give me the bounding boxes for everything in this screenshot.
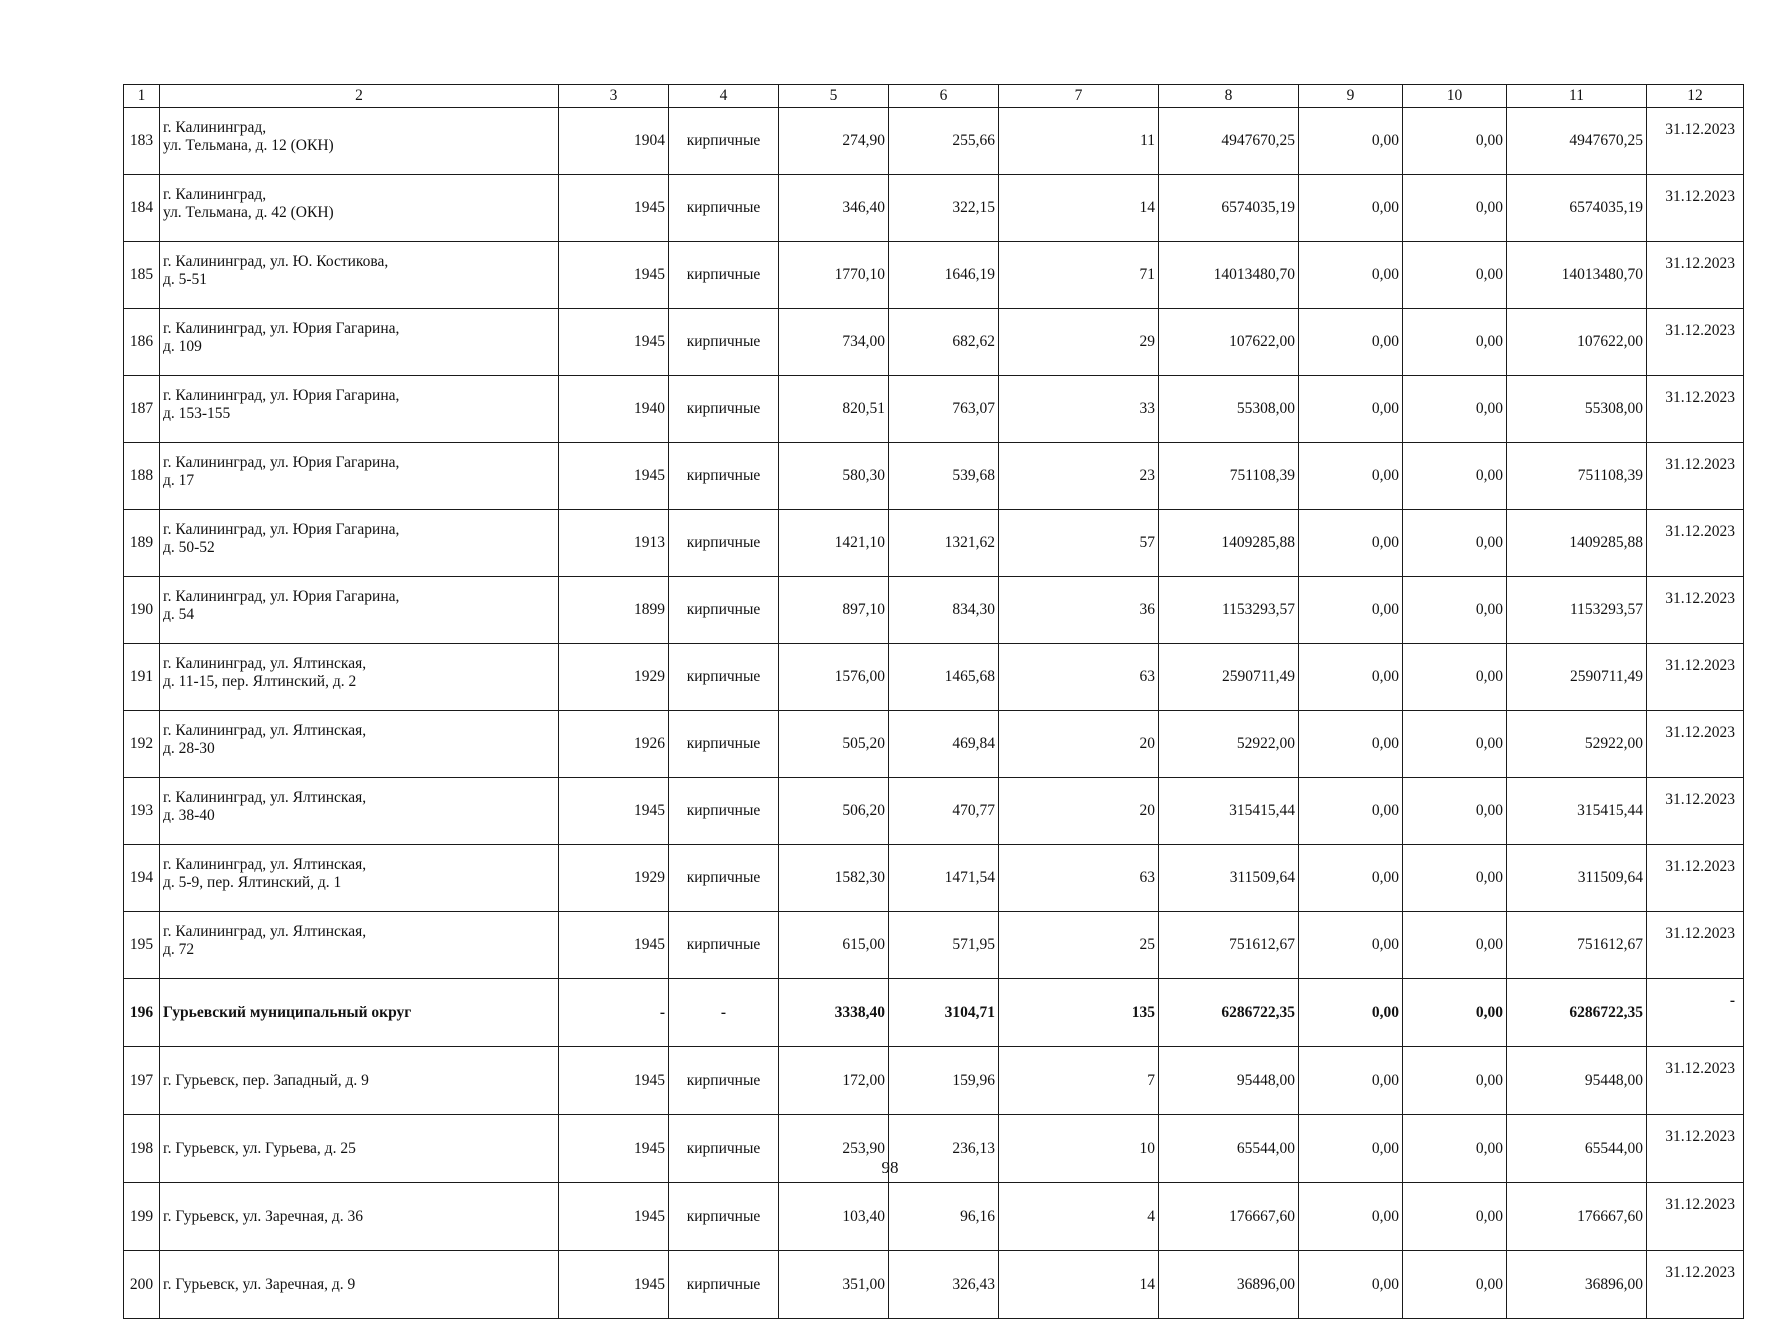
other-cost-cell: 6286722,35 — [1507, 979, 1647, 1047]
total-area-cell: 3338,40 — [779, 979, 889, 1047]
budget-cost-cell: 0,00 — [1403, 510, 1507, 577]
fund-cost-cell: 0,00 — [1299, 711, 1403, 778]
budget-cost-cell: 0,00 — [1403, 443, 1507, 510]
year-built-cell: 1945 — [559, 175, 669, 242]
year-built-cell: 1945 — [559, 309, 669, 376]
address-line-1: г. Калининград, ул. Ялтинская, — [163, 722, 367, 739]
row-number: 199 — [124, 1183, 160, 1251]
year-built-cell: 1904 — [559, 108, 669, 175]
year-built-cell: 1945 — [559, 912, 669, 979]
address-line-1: г. Калининград, ул. Юрия Гагарина, — [163, 387, 400, 404]
other-cost-cell: 176667,60 — [1507, 1183, 1647, 1251]
total-area-cell: 1576,00 — [779, 644, 889, 711]
address-line-2: д. 109 — [163, 338, 202, 355]
total-cost-cell: 6574035,19 — [1159, 175, 1299, 242]
fund-cost-cell: 0,00 — [1299, 510, 1403, 577]
address-line-2: д. 38-40 — [163, 807, 215, 824]
fund-cost-cell: 0,00 — [1299, 778, 1403, 845]
budget-cost-cell: 0,00 — [1403, 577, 1507, 644]
total-cost-cell: 4947670,25 — [1159, 108, 1299, 175]
total-area-cell: 346,40 — [779, 175, 889, 242]
fund-cost-cell: 0,00 — [1299, 108, 1403, 175]
column-header: 11 — [1507, 85, 1647, 108]
address-line-2: д. 153-155 — [163, 405, 231, 422]
residents-count-cell: 135 — [999, 979, 1159, 1047]
address-cell — [160, 1251, 559, 1319]
fund-cost-cell: 0,00 — [1299, 644, 1403, 711]
address-line-2: д. 17 — [163, 472, 195, 489]
other-cost-cell: 14013480,70 — [1507, 242, 1647, 309]
budget-cost-cell: 0,00 — [1403, 711, 1507, 778]
residents-count-cell: 25 — [999, 912, 1159, 979]
completion-date-cell: 31.12.2023 — [1647, 711, 1744, 778]
completion-date-cell: 31.12.2023 — [1647, 510, 1744, 577]
address-line-1: Гурьевский муниципальный округ — [163, 1003, 412, 1021]
wall-material-cell: кирпичные — [669, 443, 779, 510]
living-area-cell: 763,07 — [889, 376, 999, 443]
address-line-1: г. Калининград, ул. Ялтинская, — [163, 923, 367, 940]
address-line-1: г. Калининград, ул. Ялтинская, — [163, 655, 367, 672]
residents-count-cell: 20 — [999, 711, 1159, 778]
budget-cost-cell: 0,00 — [1403, 309, 1507, 376]
address-line-1: г. Гурьевск, пер. Западный, д. 9 — [163, 1071, 369, 1089]
wall-material-cell: кирпичные — [669, 376, 779, 443]
total-area-cell: 897,10 — [779, 577, 889, 644]
table-row — [124, 711, 1744, 778]
row-number: 191 — [124, 644, 160, 711]
wall-material-cell: кирпичные — [669, 778, 779, 845]
fund-cost-cell: 0,00 — [1299, 979, 1403, 1047]
year-built-cell: 1945 — [559, 1183, 669, 1251]
column-header: 5 — [779, 85, 889, 108]
address-cell — [160, 309, 559, 376]
total-area-cell: 351,00 — [779, 1251, 889, 1319]
completion-date-cell: 31.12.2023 — [1647, 376, 1744, 443]
total-cost-cell: 1409285,88 — [1159, 510, 1299, 577]
wall-material-cell: кирпичные — [669, 711, 779, 778]
other-cost-cell: 65544,00 — [1507, 1115, 1647, 1183]
wall-material-cell: кирпичные — [669, 175, 779, 242]
other-cost-cell: 2590711,49 — [1507, 644, 1647, 711]
other-cost-cell: 6574035,19 — [1507, 175, 1647, 242]
subtotal-row — [124, 979, 1744, 1047]
wall-material-cell: кирпичные — [669, 644, 779, 711]
residents-count-cell: 71 — [999, 242, 1159, 309]
fund-cost-cell: 0,00 — [1299, 1251, 1403, 1319]
budget-cost-cell: 0,00 — [1403, 242, 1507, 309]
year-built-cell: 1929 — [559, 644, 669, 711]
other-cost-cell: 95448,00 — [1507, 1047, 1647, 1115]
year-built-cell: 1945 — [559, 1047, 669, 1115]
address-cell — [160, 577, 559, 644]
row-number: 198 — [124, 1115, 160, 1183]
address-line-1: г. Калининград, ул. Юрия Гагарина, — [163, 588, 400, 605]
row-number: 200 — [124, 1251, 160, 1319]
total-area-cell: 103,40 — [779, 1183, 889, 1251]
wall-material-cell: кирпичные — [669, 510, 779, 577]
completion-date-cell: 31.12.2023 — [1647, 443, 1744, 510]
wall-material-cell: кирпичные — [669, 1047, 779, 1115]
other-cost-cell: 107622,00 — [1507, 309, 1647, 376]
table-row — [124, 175, 1744, 242]
residents-count-cell: 29 — [999, 309, 1159, 376]
address-line-1: г. Калининград, ул. Юрия Гагарина, — [163, 521, 400, 538]
other-cost-cell: 311509,64 — [1507, 845, 1647, 912]
address-line-1: г. Калининград, ул. Ялтинская, — [163, 789, 367, 806]
address-line-1: г. Калининград, ул. Ю. Костикова, — [163, 253, 389, 270]
fund-cost-cell: 0,00 — [1299, 309, 1403, 376]
wall-material-cell: кирпичные — [669, 845, 779, 912]
address-line-2: ул. Тельмана, д. 12 (ОКН) — [163, 137, 334, 154]
wall-material-cell: кирпичные — [669, 1183, 779, 1251]
total-cost-cell: 1153293,57 — [1159, 577, 1299, 644]
living-area-cell: 470,77 — [889, 778, 999, 845]
table-row — [124, 242, 1744, 309]
completion-date-cell: 31.12.2023 — [1647, 1183, 1744, 1251]
year-built-cell: 1899 — [559, 577, 669, 644]
year-built-cell: 1945 — [559, 443, 669, 510]
wall-material-cell: кирпичные — [669, 108, 779, 175]
table-row — [124, 1251, 1744, 1319]
total-cost-cell: 315415,44 — [1159, 778, 1299, 845]
residents-count-cell: 14 — [999, 175, 1159, 242]
completion-date-cell: 31.12.2023 — [1647, 778, 1744, 845]
address-cell — [160, 376, 559, 443]
other-cost-cell: 52922,00 — [1507, 711, 1647, 778]
address-line-2: д. 5-51 — [163, 271, 208, 288]
housing-register-table — [123, 84, 1744, 1319]
residents-count-cell: 20 — [999, 778, 1159, 845]
total-cost-cell: 107622,00 — [1159, 309, 1299, 376]
total-cost-cell: 95448,00 — [1159, 1047, 1299, 1115]
table-row — [124, 644, 1744, 711]
address-cell — [160, 644, 559, 711]
other-cost-cell: 1409285,88 — [1507, 510, 1647, 577]
fund-cost-cell: 0,00 — [1299, 376, 1403, 443]
address-line-1: г. Калининград, ул. Ялтинская, — [163, 856, 367, 873]
address-cell — [160, 242, 559, 309]
living-area-cell: 255,66 — [889, 108, 999, 175]
row-number: 187 — [124, 376, 160, 443]
living-area-cell: 682,62 — [889, 309, 999, 376]
column-header: 2 — [160, 85, 559, 108]
row-number: 197 — [124, 1047, 160, 1115]
year-built-cell: 1913 — [559, 510, 669, 577]
address-line-2: д. 11-15, пер. Ялтинский, д. 2 — [163, 673, 357, 690]
completion-date-cell: 31.12.2023 — [1647, 1047, 1744, 1115]
column-header: 9 — [1299, 85, 1403, 108]
wall-material-cell: кирпичные — [669, 1251, 779, 1319]
address-cell — [160, 912, 559, 979]
living-area-cell: 236,13 — [889, 1115, 999, 1183]
column-number-row — [124, 85, 1744, 108]
fund-cost-cell: 0,00 — [1299, 1047, 1403, 1115]
completion-date-cell: 31.12.2023 — [1647, 912, 1744, 979]
row-number: 193 — [124, 778, 160, 845]
address-cell — [160, 175, 559, 242]
wall-material-cell: кирпичные — [669, 242, 779, 309]
total-area-cell: 253,90 — [779, 1115, 889, 1183]
address-cell — [160, 1183, 559, 1251]
address-line-1: г. Калининград, — [163, 119, 267, 136]
total-cost-cell: 751108,39 — [1159, 443, 1299, 510]
completion-date-cell: 31.12.2023 — [1647, 108, 1744, 175]
residents-count-cell: 10 — [999, 1115, 1159, 1183]
address-cell — [160, 778, 559, 845]
table-row — [124, 309, 1744, 376]
address-line-1: г. Гурьевск, ул. Гурьева, д. 25 — [163, 1139, 356, 1157]
residents-count-cell: 63 — [999, 644, 1159, 711]
address-cell — [160, 979, 559, 1047]
residents-count-cell: 7 — [999, 1047, 1159, 1115]
address-cell — [160, 108, 559, 175]
page-number: 98 — [881, 1158, 899, 1177]
total-area-cell: 505,20 — [779, 711, 889, 778]
year-built-cell: 1929 — [559, 845, 669, 912]
completion-date-cell: 31.12.2023 — [1647, 175, 1744, 242]
wall-material-cell: кирпичные — [669, 309, 779, 376]
row-number: 192 — [124, 711, 160, 778]
budget-cost-cell: 0,00 — [1403, 1251, 1507, 1319]
other-cost-cell: 751612,67 — [1507, 912, 1647, 979]
total-cost-cell: 311509,64 — [1159, 845, 1299, 912]
address-cell — [160, 711, 559, 778]
living-area-cell: 469,84 — [889, 711, 999, 778]
residents-count-cell: 11 — [999, 108, 1159, 175]
residents-count-cell: 36 — [999, 577, 1159, 644]
address-cell — [160, 1047, 559, 1115]
wall-material-cell: кирпичные — [669, 912, 779, 979]
fund-cost-cell: 0,00 — [1299, 912, 1403, 979]
other-cost-cell: 4947670,25 — [1507, 108, 1647, 175]
living-area-cell: 1321,62 — [889, 510, 999, 577]
other-cost-cell: 315415,44 — [1507, 778, 1647, 845]
total-area-cell: 615,00 — [779, 912, 889, 979]
completion-date-cell: 31.12.2023 — [1647, 1115, 1744, 1183]
fund-cost-cell: 0,00 — [1299, 577, 1403, 644]
address-line-2: ул. Тельмана, д. 42 (ОКН) — [163, 204, 334, 221]
address-line-2: д. 54 — [163, 606, 195, 623]
address-line-2: д. 72 — [163, 941, 195, 958]
budget-cost-cell: 0,00 — [1403, 1047, 1507, 1115]
fund-cost-cell: 0,00 — [1299, 175, 1403, 242]
total-area-cell: 820,51 — [779, 376, 889, 443]
address-line-2: д. 50-52 — [163, 539, 215, 556]
fund-cost-cell: 0,00 — [1299, 1183, 1403, 1251]
living-area-cell: 1646,19 — [889, 242, 999, 309]
total-area-cell: 1770,10 — [779, 242, 889, 309]
completion-date-cell: 31.12.2023 — [1647, 577, 1744, 644]
budget-cost-cell: 0,00 — [1403, 845, 1507, 912]
table-row — [124, 1183, 1744, 1251]
table-row — [124, 845, 1744, 912]
table-row — [124, 912, 1744, 979]
total-area-cell: 580,30 — [779, 443, 889, 510]
living-area-cell: 322,15 — [889, 175, 999, 242]
column-header: 7 — [999, 85, 1159, 108]
row-number: 188 — [124, 443, 160, 510]
fund-cost-cell: 0,00 — [1299, 242, 1403, 309]
total-area-cell: 1421,10 — [779, 510, 889, 577]
column-header: 1 — [124, 85, 160, 108]
table-row — [124, 510, 1744, 577]
column-header: 8 — [1159, 85, 1299, 108]
address-cell — [160, 443, 559, 510]
table-row — [124, 1047, 1744, 1115]
table-row — [124, 778, 1744, 845]
row-number: 190 — [124, 577, 160, 644]
column-header: 4 — [669, 85, 779, 108]
budget-cost-cell: 0,00 — [1403, 912, 1507, 979]
other-cost-cell: 1153293,57 — [1507, 577, 1647, 644]
fund-cost-cell: 0,00 — [1299, 845, 1403, 912]
budget-cost-cell: 0,00 — [1403, 175, 1507, 242]
row-number: 184 — [124, 175, 160, 242]
table-row — [124, 376, 1744, 443]
year-built-cell: - — [559, 979, 669, 1047]
completion-date-cell: 31.12.2023 — [1647, 309, 1744, 376]
residents-count-cell: 23 — [999, 443, 1159, 510]
other-cost-cell: 55308,00 — [1507, 376, 1647, 443]
address-line-1: г. Гурьевск, ул. Заречная, д. 36 — [163, 1207, 363, 1225]
row-number: 189 — [124, 510, 160, 577]
living-area-cell: 571,95 — [889, 912, 999, 979]
completion-date-cell: 31.12.2023 — [1647, 644, 1744, 711]
total-cost-cell: 2590711,49 — [1159, 644, 1299, 711]
living-area-cell: 159,96 — [889, 1047, 999, 1115]
row-number: 185 — [124, 242, 160, 309]
wall-material-cell: кирпичные — [669, 1115, 779, 1183]
total-cost-cell: 176667,60 — [1159, 1183, 1299, 1251]
completion-date-cell: - — [1647, 979, 1744, 1047]
row-number: 183 — [124, 108, 160, 175]
year-built-cell: 1926 — [559, 711, 669, 778]
year-built-cell: 1945 — [559, 1115, 669, 1183]
table-row — [124, 577, 1744, 644]
total-area-cell: 172,00 — [779, 1047, 889, 1115]
address-cell — [160, 510, 559, 577]
residents-count-cell: 33 — [999, 376, 1159, 443]
year-built-cell: 1945 — [559, 1251, 669, 1319]
column-header: 12 — [1647, 85, 1744, 108]
column-header: 6 — [889, 85, 999, 108]
total-cost-cell: 14013480,70 — [1159, 242, 1299, 309]
residents-count-cell: 63 — [999, 845, 1159, 912]
wall-material-cell: - — [669, 979, 779, 1047]
living-area-cell: 834,30 — [889, 577, 999, 644]
budget-cost-cell: 0,00 — [1403, 376, 1507, 443]
budget-cost-cell: 0,00 — [1403, 644, 1507, 711]
table-row — [124, 443, 1744, 510]
wall-material-cell: кирпичные — [669, 577, 779, 644]
row-number: 196 — [124, 979, 160, 1047]
budget-cost-cell: 0,00 — [1403, 979, 1507, 1047]
residents-count-cell: 14 — [999, 1251, 1159, 1319]
address-cell — [160, 845, 559, 912]
address-line-1: г. Калининград, ул. Юрия Гагарина, — [163, 454, 400, 471]
living-area-cell: 3104,71 — [889, 979, 999, 1047]
total-area-cell: 274,90 — [779, 108, 889, 175]
address-line-2: д. 5-9, пер. Ялтинский, д. 1 — [163, 874, 342, 891]
total-cost-cell: 6286722,35 — [1159, 979, 1299, 1047]
table-row — [124, 108, 1744, 175]
budget-cost-cell: 0,00 — [1403, 1115, 1507, 1183]
living-area-cell: 1465,68 — [889, 644, 999, 711]
row-number: 186 — [124, 309, 160, 376]
fund-cost-cell: 0,00 — [1299, 1115, 1403, 1183]
column-header: 3 — [559, 85, 669, 108]
row-number: 194 — [124, 845, 160, 912]
other-cost-cell: 751108,39 — [1507, 443, 1647, 510]
address-line-1: г. Калининград, ул. Юрия Гагарина, — [163, 320, 400, 337]
living-area-cell: 539,68 — [889, 443, 999, 510]
total-cost-cell: 52922,00 — [1159, 711, 1299, 778]
total-area-cell: 1582,30 — [779, 845, 889, 912]
year-built-cell: 1945 — [559, 778, 669, 845]
address-line-1: г. Калининград, — [163, 186, 267, 203]
total-area-cell: 734,00 — [779, 309, 889, 376]
living-area-cell: 1471,54 — [889, 845, 999, 912]
living-area-cell: 96,16 — [889, 1183, 999, 1251]
residents-count-cell: 57 — [999, 510, 1159, 577]
total-cost-cell: 36896,00 — [1159, 1251, 1299, 1319]
fund-cost-cell: 0,00 — [1299, 443, 1403, 510]
year-built-cell: 1940 — [559, 376, 669, 443]
row-number: 195 — [124, 912, 160, 979]
living-area-cell: 326,43 — [889, 1251, 999, 1319]
completion-date-cell: 31.12.2023 — [1647, 1251, 1744, 1319]
residents-count-cell: 4 — [999, 1183, 1159, 1251]
budget-cost-cell: 0,00 — [1403, 108, 1507, 175]
other-cost-cell: 36896,00 — [1507, 1251, 1647, 1319]
address-line-2: д. 28-30 — [163, 740, 215, 757]
column-header: 10 — [1403, 85, 1507, 108]
completion-date-cell: 31.12.2023 — [1647, 242, 1744, 309]
year-built-cell: 1945 — [559, 242, 669, 309]
total-cost-cell: 65544,00 — [1159, 1115, 1299, 1183]
address-line-1: г. Гурьевск, ул. Заречная, д. 9 — [163, 1275, 356, 1293]
budget-cost-cell: 0,00 — [1403, 778, 1507, 845]
total-cost-cell: 55308,00 — [1159, 376, 1299, 443]
budget-cost-cell: 0,00 — [1403, 1183, 1507, 1251]
total-area-cell: 506,20 — [779, 778, 889, 845]
completion-date-cell: 31.12.2023 — [1647, 845, 1744, 912]
total-cost-cell: 751612,67 — [1159, 912, 1299, 979]
